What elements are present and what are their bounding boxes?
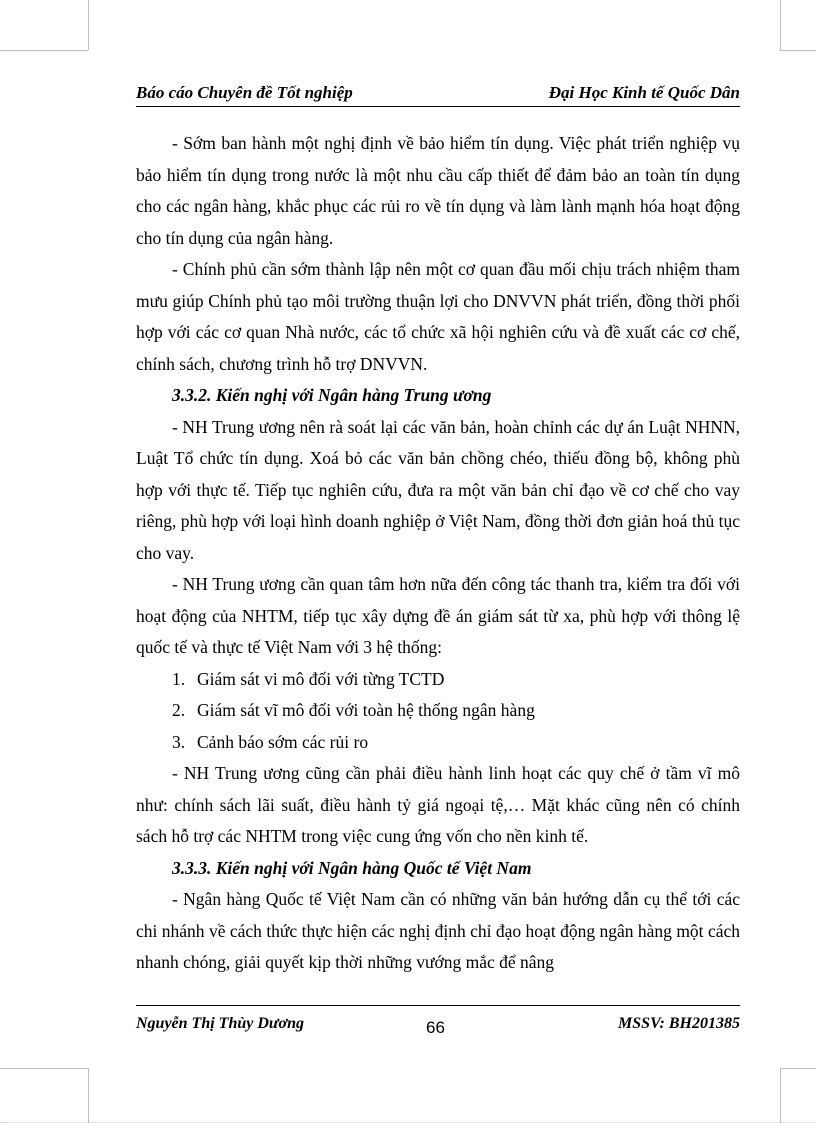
list-item-number: 2. (172, 700, 186, 720)
list-item (136, 727, 740, 759)
list-item-number: 1. (172, 668, 186, 689)
crop-mark-top-right-v (780, 0, 781, 50)
page-footer (136, 1005, 740, 1045)
footer-rule (136, 1005, 740, 1006)
crop-mark-bottom-left-v (88, 1068, 89, 1123)
page-header (136, 82, 740, 108)
supervision-list (136, 664, 740, 759)
list-item (136, 695, 740, 727)
paragraph-macro-policy: - NH Trung ương cũng cần phải điều hành linh hoạt các quy chế ở tầm vĩ mô như: chính sách lãi suất, điều hành tỷ giá ngoại tệ,… Mặt khác cũng nên có chính sách hỗ trợ các NHTM trong việc cung ứng vốn cho nền kinh tế. (136, 763, 740, 846)
crop-mark-top-left-v (88, 0, 89, 50)
page-body (136, 128, 740, 979)
paragraph-review-legal-docs: - NH Trung ương nên rà soát lại các văn bản, hoàn chỉnh các dự án Luật NHNN, Luật Tổ chức tín dụng. Xoá bỏ các văn bản chồng chéo, thiếu đồng bộ, không phù hợp với thực tế. Tiếp tục nghiên cứu, đưa ra một văn bản chỉ đạo về cơ chế cho vay riêng, phù hợp với loại hình doanh nghiệp ở Việt Nam, đồng thời đơn giản hoá thủ tục cho vay. (136, 416, 740, 563)
crop-mark-bottom-right-h (780, 1068, 816, 1069)
crop-mark-bottom-right-v (780, 1068, 781, 1123)
header-university: Đại Học Kinh tế Quốc Dân (548, 83, 740, 102)
list-item (136, 664, 740, 696)
paragraph-inspection: - NH Trung ương cần quan tâm hơn nữa đến công tác thanh tra, kiểm tra đối với hoạt động của NHTM, tiếp tục xây dựng đề án giám sát từ xa, phù hợp với thông lệ quốc tế và thực tế Việt Nam với 3 hệ thống: (136, 574, 740, 657)
paragraph-vib-guidance: - Ngân hàng Quốc tế Việt Nam cần có những văn bản hướng dẫn cụ thể tới các chi nhánh về cách thức thực hiện các nghị định chỉ đạo hoạt động ngân hàng một cách nhanh chóng, giải quyết kịp thời những vướng mắc để nâng (136, 889, 740, 972)
list-item-text: Cảnh báo sớm các rủi ro (197, 731, 369, 752)
crop-mark-top-left-h (0, 50, 88, 51)
page-number: 66 (426, 1018, 445, 1037)
footer-author: Nguyễn Thị Thùy Dương (136, 1015, 304, 1032)
paragraph-government-agency: - Chính phủ cần sớm thành lập nên một cơ quan đầu mối chịu trách nhiệm tham mưu giúp Chính phủ tạo môi trường thuận lợi cho DNVVN phát triển, đồng thời phối hợp với các cơ quan Nhà nước, các tổ chức xã hội nghiên cứu và đề xuất các cơ chế, chính sách, chương trình hỗ trợ DNVVN. (136, 259, 740, 374)
crop-mark-bottom-left-h (0, 1068, 88, 1069)
footer-student-id: MSSV: BH201385 (618, 1015, 740, 1032)
section-heading-vib: 3.3.3. Kiến nghị với Ngân hàng Quốc tế Việt Nam (172, 857, 532, 878)
crop-mark-top-right-h (780, 50, 816, 51)
list-item-text: Giám sát vi mô đối với từng TCTD (197, 668, 445, 689)
list-item-text: Giám sát vĩ mô đối với toàn hệ thống ngân hàng (197, 700, 535, 720)
section-heading-central-bank: 3.3.2. Kiến nghị với Ngân hàng Trung ương (172, 385, 492, 405)
header-report-title: Báo cáo Chuyên đề Tốt nghiệp (136, 83, 353, 102)
paragraph-credit-insurance: - Sớm ban hành một nghị định về bảo hiểm tín dụng. Việc phát triển nghiệp vụ bảo hiểm tín dụng trong nước là một nhu cầu cấp thiết để đảm bảo an toàn tín dụng cho các ngân hàng, khắc phục các rủi ro về tín dụng và làm lành mạnh hóa hoạt động cho tín dụng của ngân hàng. (136, 133, 740, 248)
header-rule (136, 106, 740, 107)
list-item-number: 3. (172, 731, 186, 752)
